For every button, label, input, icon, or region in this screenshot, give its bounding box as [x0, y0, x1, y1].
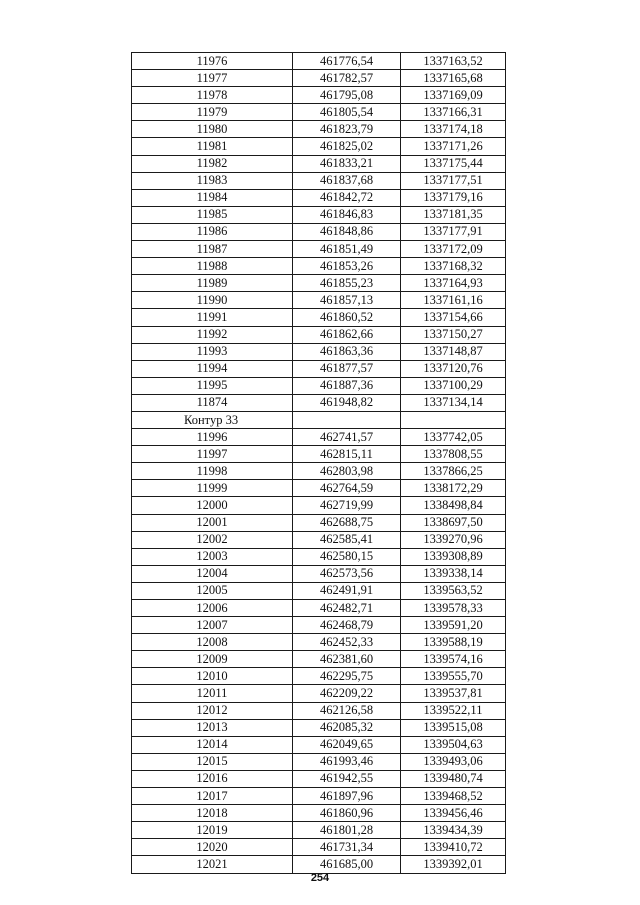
point-number-cell: 11992 — [132, 326, 293, 343]
table-row — [132, 600, 506, 617]
x-coordinate-cell: 461862,66 — [293, 326, 401, 343]
table-row — [132, 326, 506, 343]
y-coordinate-cell: 1339308,89 — [401, 548, 506, 565]
y-coordinate-cell — [401, 411, 506, 428]
table-row — [132, 651, 506, 668]
point-number-cell: 11990 — [132, 292, 293, 309]
y-coordinate-cell: 1337181,35 — [401, 206, 506, 223]
y-coordinate-cell: 1337163,52 — [401, 53, 506, 70]
point-number-cell: 11981 — [132, 138, 293, 155]
point-number-cell: 11996 — [132, 429, 293, 446]
x-coordinate-cell: 462719,99 — [293, 497, 401, 514]
y-coordinate-cell: 1337172,09 — [401, 241, 506, 258]
point-number-cell: 11997 — [132, 446, 293, 463]
y-coordinate-cell: 1337168,32 — [401, 258, 506, 275]
y-coordinate-cell: 1337134,14 — [401, 394, 506, 411]
table-row — [132, 565, 506, 582]
coordinates-table — [131, 52, 506, 874]
x-coordinate-cell: 461851,49 — [293, 241, 401, 258]
table-row — [132, 839, 506, 856]
y-coordinate-cell: 1337150,27 — [401, 326, 506, 343]
table-row — [132, 702, 506, 719]
point-number-cell: 11989 — [132, 275, 293, 292]
table-row — [132, 668, 506, 685]
x-coordinate-cell: 461887,36 — [293, 377, 401, 394]
y-coordinate-cell: 1337165,68 — [401, 70, 506, 87]
x-coordinate-cell: 462295,75 — [293, 668, 401, 685]
table-row — [132, 360, 506, 377]
x-coordinate-cell: 461948,82 — [293, 394, 401, 411]
table-row — [132, 172, 506, 189]
x-coordinate-cell: 462491,91 — [293, 582, 401, 599]
x-coordinate-cell: 461842,72 — [293, 189, 401, 206]
x-coordinate-cell: 462573,56 — [293, 565, 401, 582]
y-coordinate-cell: 1338697,50 — [401, 514, 506, 531]
coordinates-table-body — [132, 53, 506, 874]
point-number-cell: 12009 — [132, 651, 293, 668]
table-row — [132, 634, 506, 651]
point-number-cell: 11978 — [132, 87, 293, 104]
table-row — [132, 480, 506, 497]
point-number-cell: 11982 — [132, 155, 293, 172]
page-number: 254 — [310, 872, 330, 884]
table-row — [132, 292, 506, 309]
point-number-cell: 12017 — [132, 788, 293, 805]
y-coordinate-cell: 1339537,81 — [401, 685, 506, 702]
x-coordinate-cell: 461855,23 — [293, 275, 401, 292]
point-number-cell: 12003 — [132, 548, 293, 565]
point-number-cell: 12010 — [132, 668, 293, 685]
table-row — [132, 497, 506, 514]
table-row — [132, 70, 506, 87]
point-number-cell: 11976 — [132, 53, 293, 70]
y-coordinate-cell: 1337171,26 — [401, 138, 506, 155]
x-coordinate-cell: 462580,15 — [293, 548, 401, 565]
y-coordinate-cell: 1339522,11 — [401, 702, 506, 719]
x-coordinate-cell: 461860,96 — [293, 805, 401, 822]
y-coordinate-cell: 1339588,19 — [401, 634, 506, 651]
table-row — [132, 121, 506, 138]
point-number-cell: 12006 — [132, 600, 293, 617]
y-coordinate-cell: 1339338,14 — [401, 565, 506, 582]
y-coordinate-cell: 1339555,70 — [401, 668, 506, 685]
point-number-cell: 12012 — [132, 702, 293, 719]
y-coordinate-cell: 1339563,52 — [401, 582, 506, 599]
table-row — [132, 377, 506, 394]
point-number-cell: 12013 — [132, 719, 293, 736]
table-row — [132, 138, 506, 155]
y-coordinate-cell: 1337177,91 — [401, 223, 506, 240]
x-coordinate-cell: 462764,59 — [293, 480, 401, 497]
table-row — [132, 104, 506, 121]
point-number-cell: 12020 — [132, 839, 293, 856]
x-coordinate-cell: 461848,86 — [293, 223, 401, 240]
table-row — [132, 343, 506, 360]
y-coordinate-cell: 1337148,87 — [401, 343, 506, 360]
x-coordinate-cell: 461877,57 — [293, 360, 401, 377]
x-coordinate-cell: 461863,36 — [293, 343, 401, 360]
y-coordinate-cell: 1339493,06 — [401, 753, 506, 770]
x-coordinate-cell: 462815,11 — [293, 446, 401, 463]
y-coordinate-cell: 1337100,29 — [401, 377, 506, 394]
table-row — [132, 87, 506, 104]
y-coordinate-cell: 1337808,55 — [401, 446, 506, 463]
y-coordinate-cell: 1337169,09 — [401, 87, 506, 104]
x-coordinate-cell: 461942,55 — [293, 770, 401, 787]
y-coordinate-cell: 1337164,93 — [401, 275, 506, 292]
table-row — [132, 206, 506, 223]
table-row — [132, 719, 506, 736]
table-row — [132, 822, 506, 839]
x-coordinate-cell: 462381,60 — [293, 651, 401, 668]
table-row — [132, 617, 506, 634]
x-coordinate-cell: 461782,57 — [293, 70, 401, 87]
contour-header-row — [132, 411, 506, 428]
y-coordinate-cell: 1337175,44 — [401, 155, 506, 172]
y-coordinate-cell: 1337179,16 — [401, 189, 506, 206]
x-coordinate-cell: 462209,22 — [293, 685, 401, 702]
point-number-cell: 11874 — [132, 394, 293, 411]
table-row — [132, 223, 506, 240]
point-number-cell: 12004 — [132, 565, 293, 582]
x-coordinate-cell: 462049,65 — [293, 736, 401, 753]
y-coordinate-cell: 1337866,25 — [401, 463, 506, 480]
table-row — [132, 463, 506, 480]
point-number-cell: 11995 — [132, 377, 293, 394]
table-row — [132, 241, 506, 258]
y-coordinate-cell: 1339574,16 — [401, 651, 506, 668]
y-coordinate-cell: 1337154,66 — [401, 309, 506, 326]
table-row — [132, 258, 506, 275]
point-number-cell: 11988 — [132, 258, 293, 275]
point-number-cell: 11999 — [132, 480, 293, 497]
table-row — [132, 446, 506, 463]
y-coordinate-cell: 1339591,20 — [401, 617, 506, 634]
y-coordinate-cell: 1339578,33 — [401, 600, 506, 617]
x-coordinate-cell: 462452,33 — [293, 634, 401, 651]
table-row — [132, 856, 506, 873]
y-coordinate-cell: 1339504,63 — [401, 736, 506, 753]
table-row — [132, 275, 506, 292]
x-coordinate-cell: 461825,02 — [293, 138, 401, 155]
x-coordinate-cell: 461860,52 — [293, 309, 401, 326]
y-coordinate-cell: 1339434,39 — [401, 822, 506, 839]
point-number-cell: 12005 — [132, 582, 293, 599]
x-coordinate-cell — [293, 411, 401, 428]
point-number-cell: 11994 — [132, 360, 293, 377]
point-number-cell: 12007 — [132, 617, 293, 634]
point-number-cell: 11984 — [132, 189, 293, 206]
x-coordinate-cell: 461776,54 — [293, 53, 401, 70]
y-coordinate-cell: 1339468,52 — [401, 788, 506, 805]
y-coordinate-cell: 1337174,18 — [401, 121, 506, 138]
x-coordinate-cell: 461846,83 — [293, 206, 401, 223]
x-coordinate-cell: 461837,68 — [293, 172, 401, 189]
table-row — [132, 189, 506, 206]
y-coordinate-cell: 1338172,29 — [401, 480, 506, 497]
point-number-cell: 11987 — [132, 241, 293, 258]
x-coordinate-cell: 461833,21 — [293, 155, 401, 172]
y-coordinate-cell: 1339392,01 — [401, 856, 506, 873]
y-coordinate-cell: 1339515,08 — [401, 719, 506, 736]
y-coordinate-cell: 1337742,05 — [401, 429, 506, 446]
point-number-cell: 12016 — [132, 770, 293, 787]
x-coordinate-cell: 461685,00 — [293, 856, 401, 873]
table-row — [132, 429, 506, 446]
table-row — [132, 548, 506, 565]
point-number-cell: 11985 — [132, 206, 293, 223]
point-number-cell: 11993 — [132, 343, 293, 360]
x-coordinate-cell: 462126,58 — [293, 702, 401, 719]
y-coordinate-cell: 1337177,51 — [401, 172, 506, 189]
y-coordinate-cell: 1339270,96 — [401, 531, 506, 548]
x-coordinate-cell: 461853,26 — [293, 258, 401, 275]
x-coordinate-cell: 461795,08 — [293, 87, 401, 104]
table-row — [132, 736, 506, 753]
point-number-cell: 12015 — [132, 753, 293, 770]
x-coordinate-cell: 461801,28 — [293, 822, 401, 839]
x-coordinate-cell: 462085,32 — [293, 719, 401, 736]
x-coordinate-cell: 461857,13 — [293, 292, 401, 309]
point-number-cell: 12001 — [132, 514, 293, 531]
table-row — [132, 753, 506, 770]
point-number-cell: 11998 — [132, 463, 293, 480]
table-row — [132, 531, 506, 548]
x-coordinate-cell: 462468,79 — [293, 617, 401, 634]
x-coordinate-cell: 462803,98 — [293, 463, 401, 480]
point-number-cell: 11986 — [132, 223, 293, 240]
table-row — [132, 685, 506, 702]
x-coordinate-cell: 462741,57 — [293, 429, 401, 446]
table-row — [132, 53, 506, 70]
point-number-cell: 12021 — [132, 856, 293, 873]
y-coordinate-cell: 1337166,31 — [401, 104, 506, 121]
point-number-cell: 12002 — [132, 531, 293, 548]
table-row — [132, 788, 506, 805]
point-number-cell: 12011 — [132, 685, 293, 702]
point-number-cell: 11991 — [132, 309, 293, 326]
table-row — [132, 514, 506, 531]
table-row — [132, 805, 506, 822]
table-row — [132, 309, 506, 326]
x-coordinate-cell: 461993,46 — [293, 753, 401, 770]
x-coordinate-cell: 462482,71 — [293, 600, 401, 617]
table-row — [132, 582, 506, 599]
point-number-cell: 11980 — [132, 121, 293, 138]
x-coordinate-cell: 462585,41 — [293, 531, 401, 548]
point-number-cell: 12000 — [132, 497, 293, 514]
x-coordinate-cell: 461731,34 — [293, 839, 401, 856]
point-number-cell: 11979 — [132, 104, 293, 121]
y-coordinate-cell: 1337120,76 — [401, 360, 506, 377]
table-row — [132, 394, 506, 411]
x-coordinate-cell: 462688,75 — [293, 514, 401, 531]
contour-label: Контур 33 — [132, 411, 293, 428]
table-row — [132, 770, 506, 787]
point-number-cell: 12008 — [132, 634, 293, 651]
y-coordinate-cell: 1338498,84 — [401, 497, 506, 514]
y-coordinate-cell: 1337161,16 — [401, 292, 506, 309]
point-number-cell: 12014 — [132, 736, 293, 753]
y-coordinate-cell: 1339456,46 — [401, 805, 506, 822]
y-coordinate-cell: 1339480,74 — [401, 770, 506, 787]
y-coordinate-cell: 1339410,72 — [401, 839, 506, 856]
point-number-cell: 11983 — [132, 172, 293, 189]
x-coordinate-cell: 461897,96 — [293, 788, 401, 805]
x-coordinate-cell: 461823,79 — [293, 121, 401, 138]
table-row — [132, 155, 506, 172]
x-coordinate-cell: 461805,54 — [293, 104, 401, 121]
point-number-cell: 11977 — [132, 70, 293, 87]
point-number-cell: 12019 — [132, 822, 293, 839]
point-number-cell: 12018 — [132, 805, 293, 822]
